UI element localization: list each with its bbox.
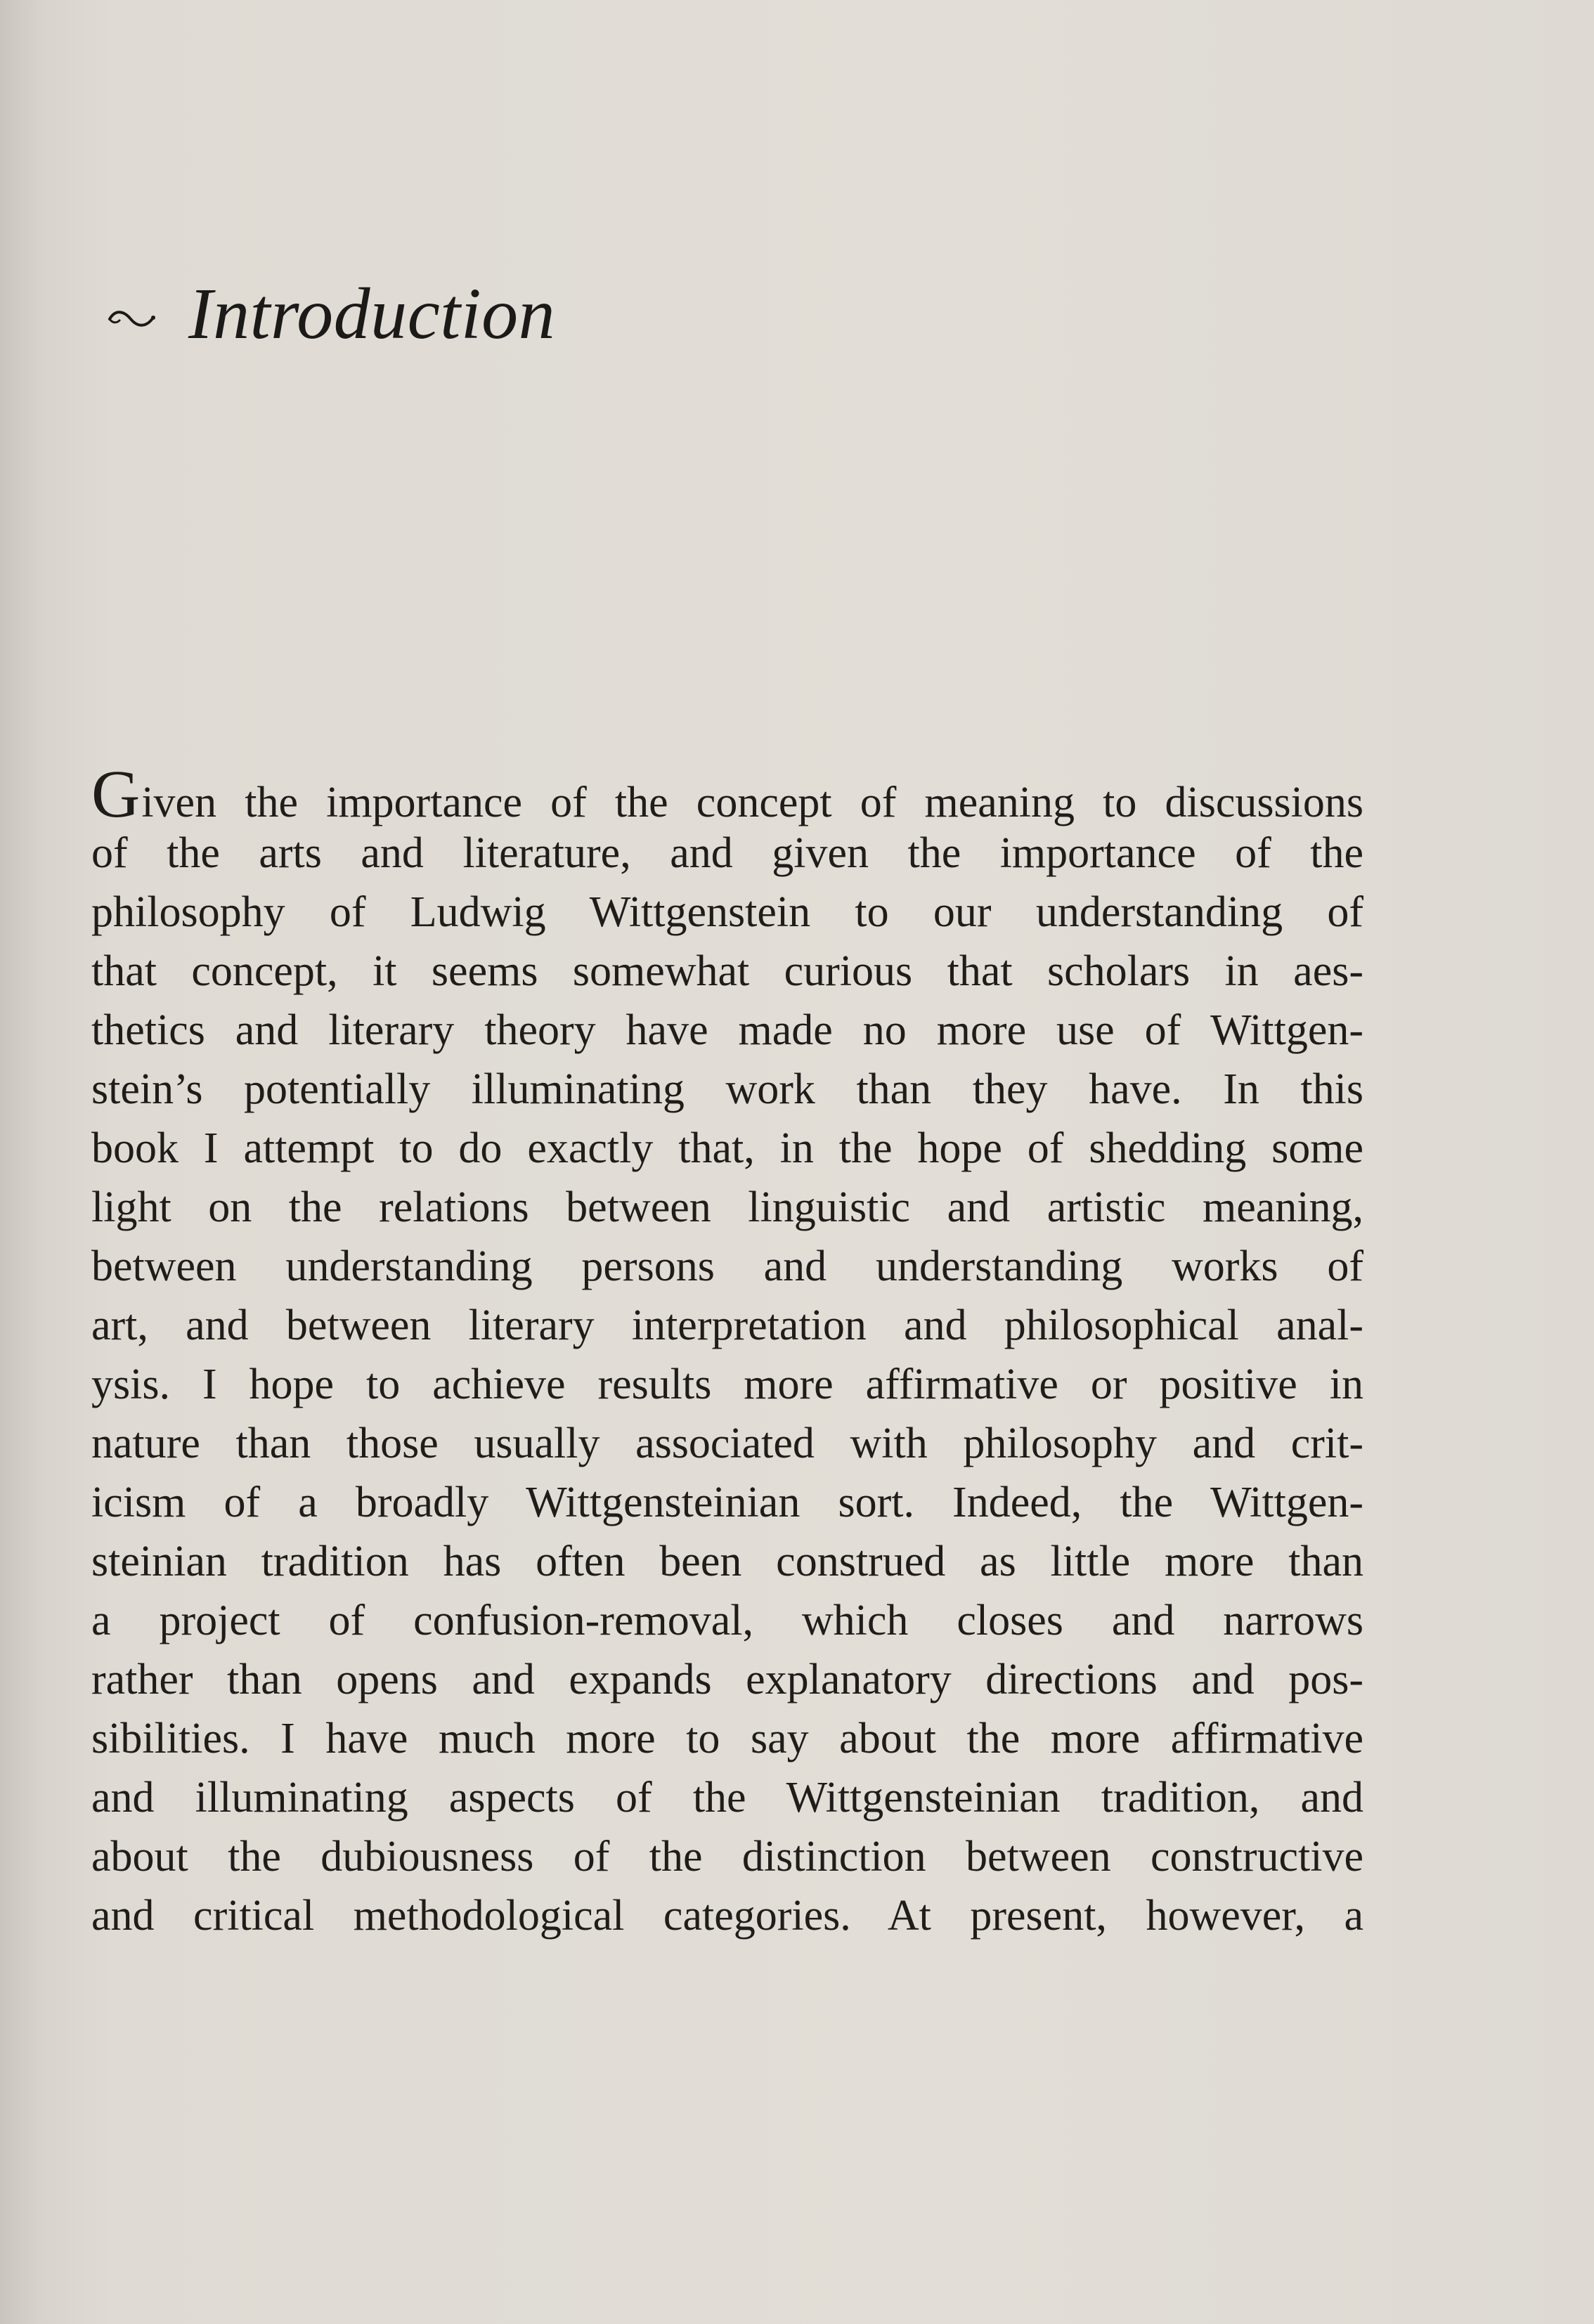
text-line-1-rest: iven the importance of the concept of meaning to discussions: [141, 779, 1363, 826]
text-line: icism of a broadly Wittgensteinian sort. Indeed, the Wittgen-: [91, 1479, 1363, 1526]
text-line: between understanding persons and understanding works of: [91, 1242, 1363, 1290]
text-line: book I attempt to do exactly that, in the hope of shedding some: [91, 1124, 1363, 1172]
text-line: that concept, it seems somewhat curious that scholars in aes-: [91, 947, 1363, 995]
text-line: thetics and literary theory have made no more use of Wittgen-: [91, 1006, 1363, 1054]
text-line-1: [91, 756, 1363, 831]
text-line: light on the relations between linguistic and artistic meaning,: [91, 1183, 1363, 1231]
text-line: nature than those usually associated with philosophy and crit-: [91, 1420, 1363, 1467]
drop-cap-letter: G: [91, 756, 141, 831]
text-line: art, and between literary interpretation and philosophical anal-: [91, 1301, 1363, 1349]
text-line: steinian tradition has often been construed as little more than: [91, 1538, 1363, 1585]
text-line: about the dubiousness of the distinction between constructive: [91, 1833, 1363, 1881]
body-paragraph: [91, 756, 1363, 1945]
text-line: rather than opens and expands explanatory directions and pos-: [91, 1656, 1363, 1703]
text-line: a project of confusion-removal, which closes and narrows: [91, 1597, 1363, 1644]
text-line: and critical methodological categories. At present, however, a: [91, 1892, 1363, 1940]
text-line: of the arts and literature, and given the importance of the: [91, 829, 1363, 877]
chapter-title: Introduction: [188, 273, 556, 354]
tilde-swash-ornament-icon: [107, 305, 156, 333]
text-line: sibilities. I have much more to say about the more affirmative: [91, 1715, 1363, 1763]
text-line: and illuminating aspects of the Wittgensteinian tradition, and: [91, 1774, 1363, 1822]
text-line: ysis. I hope to achieve results more affirmative or positive in: [91, 1361, 1363, 1408]
text-line: philosophy of Ludwig Wittgenstein to our understanding of: [91, 888, 1363, 936]
text-line: stein’s potentially illuminating work than they have. In this: [91, 1065, 1363, 1113]
chapter-heading: [107, 273, 556, 354]
